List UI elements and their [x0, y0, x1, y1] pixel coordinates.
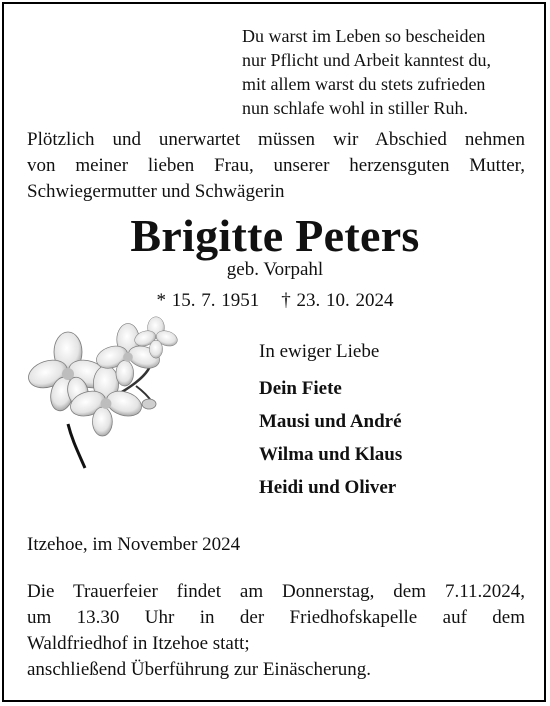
orchid-image — [28, 312, 188, 472]
mourner-name: Wilma und Klaus — [259, 444, 403, 465]
death-date: † 23. 10. 2024 — [281, 290, 394, 311]
intro-line: Plötzlich und unerwartet müssen wir Abschied nehmen — [27, 129, 525, 150]
birth-date: * 15. 7. 1951 — [156, 290, 260, 311]
poem-line: nun schlafe wohl in stiller Ruh. — [242, 98, 468, 118]
mourners — [259, 340, 402, 504]
funeral-line: Die Trauerfeier findet am Donnerstag, dem 7.11.2024, — [27, 581, 525, 602]
funeral-info — [27, 579, 525, 683]
birth-name: geb. Vorpahl — [226, 259, 324, 280]
mourner-name: Dein Fiete — [259, 378, 342, 399]
mourners-lead: In ewiger Liebe — [259, 341, 380, 362]
intro-text — [27, 127, 525, 205]
intro-line: Schwiegermutter und Schwägerin — [27, 181, 285, 202]
life-dates — [0, 290, 550, 312]
funeral-line: anschließend Überführung zur Einäscherung. — [27, 659, 371, 680]
funeral-line: Waldfriedhof in Itzehoe statt; — [27, 633, 250, 654]
poem-line: Du warst im Leben so bescheiden — [242, 26, 486, 46]
place-date: Itzehoe, im November 2024 — [27, 534, 241, 555]
intro-line: von meiner lieben Frau, unserer herzensguten Mutter, — [27, 155, 525, 176]
memorial-poem — [242, 24, 491, 120]
poem-line: nur Pflicht und Arbeit kanntest du, — [242, 50, 491, 70]
mourner-name: Mausi und André — [259, 411, 402, 432]
mourner-name: Heidi und Oliver — [259, 477, 397, 498]
funeral-line: um 13.30 Uhr in der Friedhofskapelle auf dem — [27, 607, 525, 628]
deceased-name: Brigitte Peters — [130, 210, 420, 261]
poem-line: mit allem warst du stets zufrieden — [242, 74, 486, 94]
